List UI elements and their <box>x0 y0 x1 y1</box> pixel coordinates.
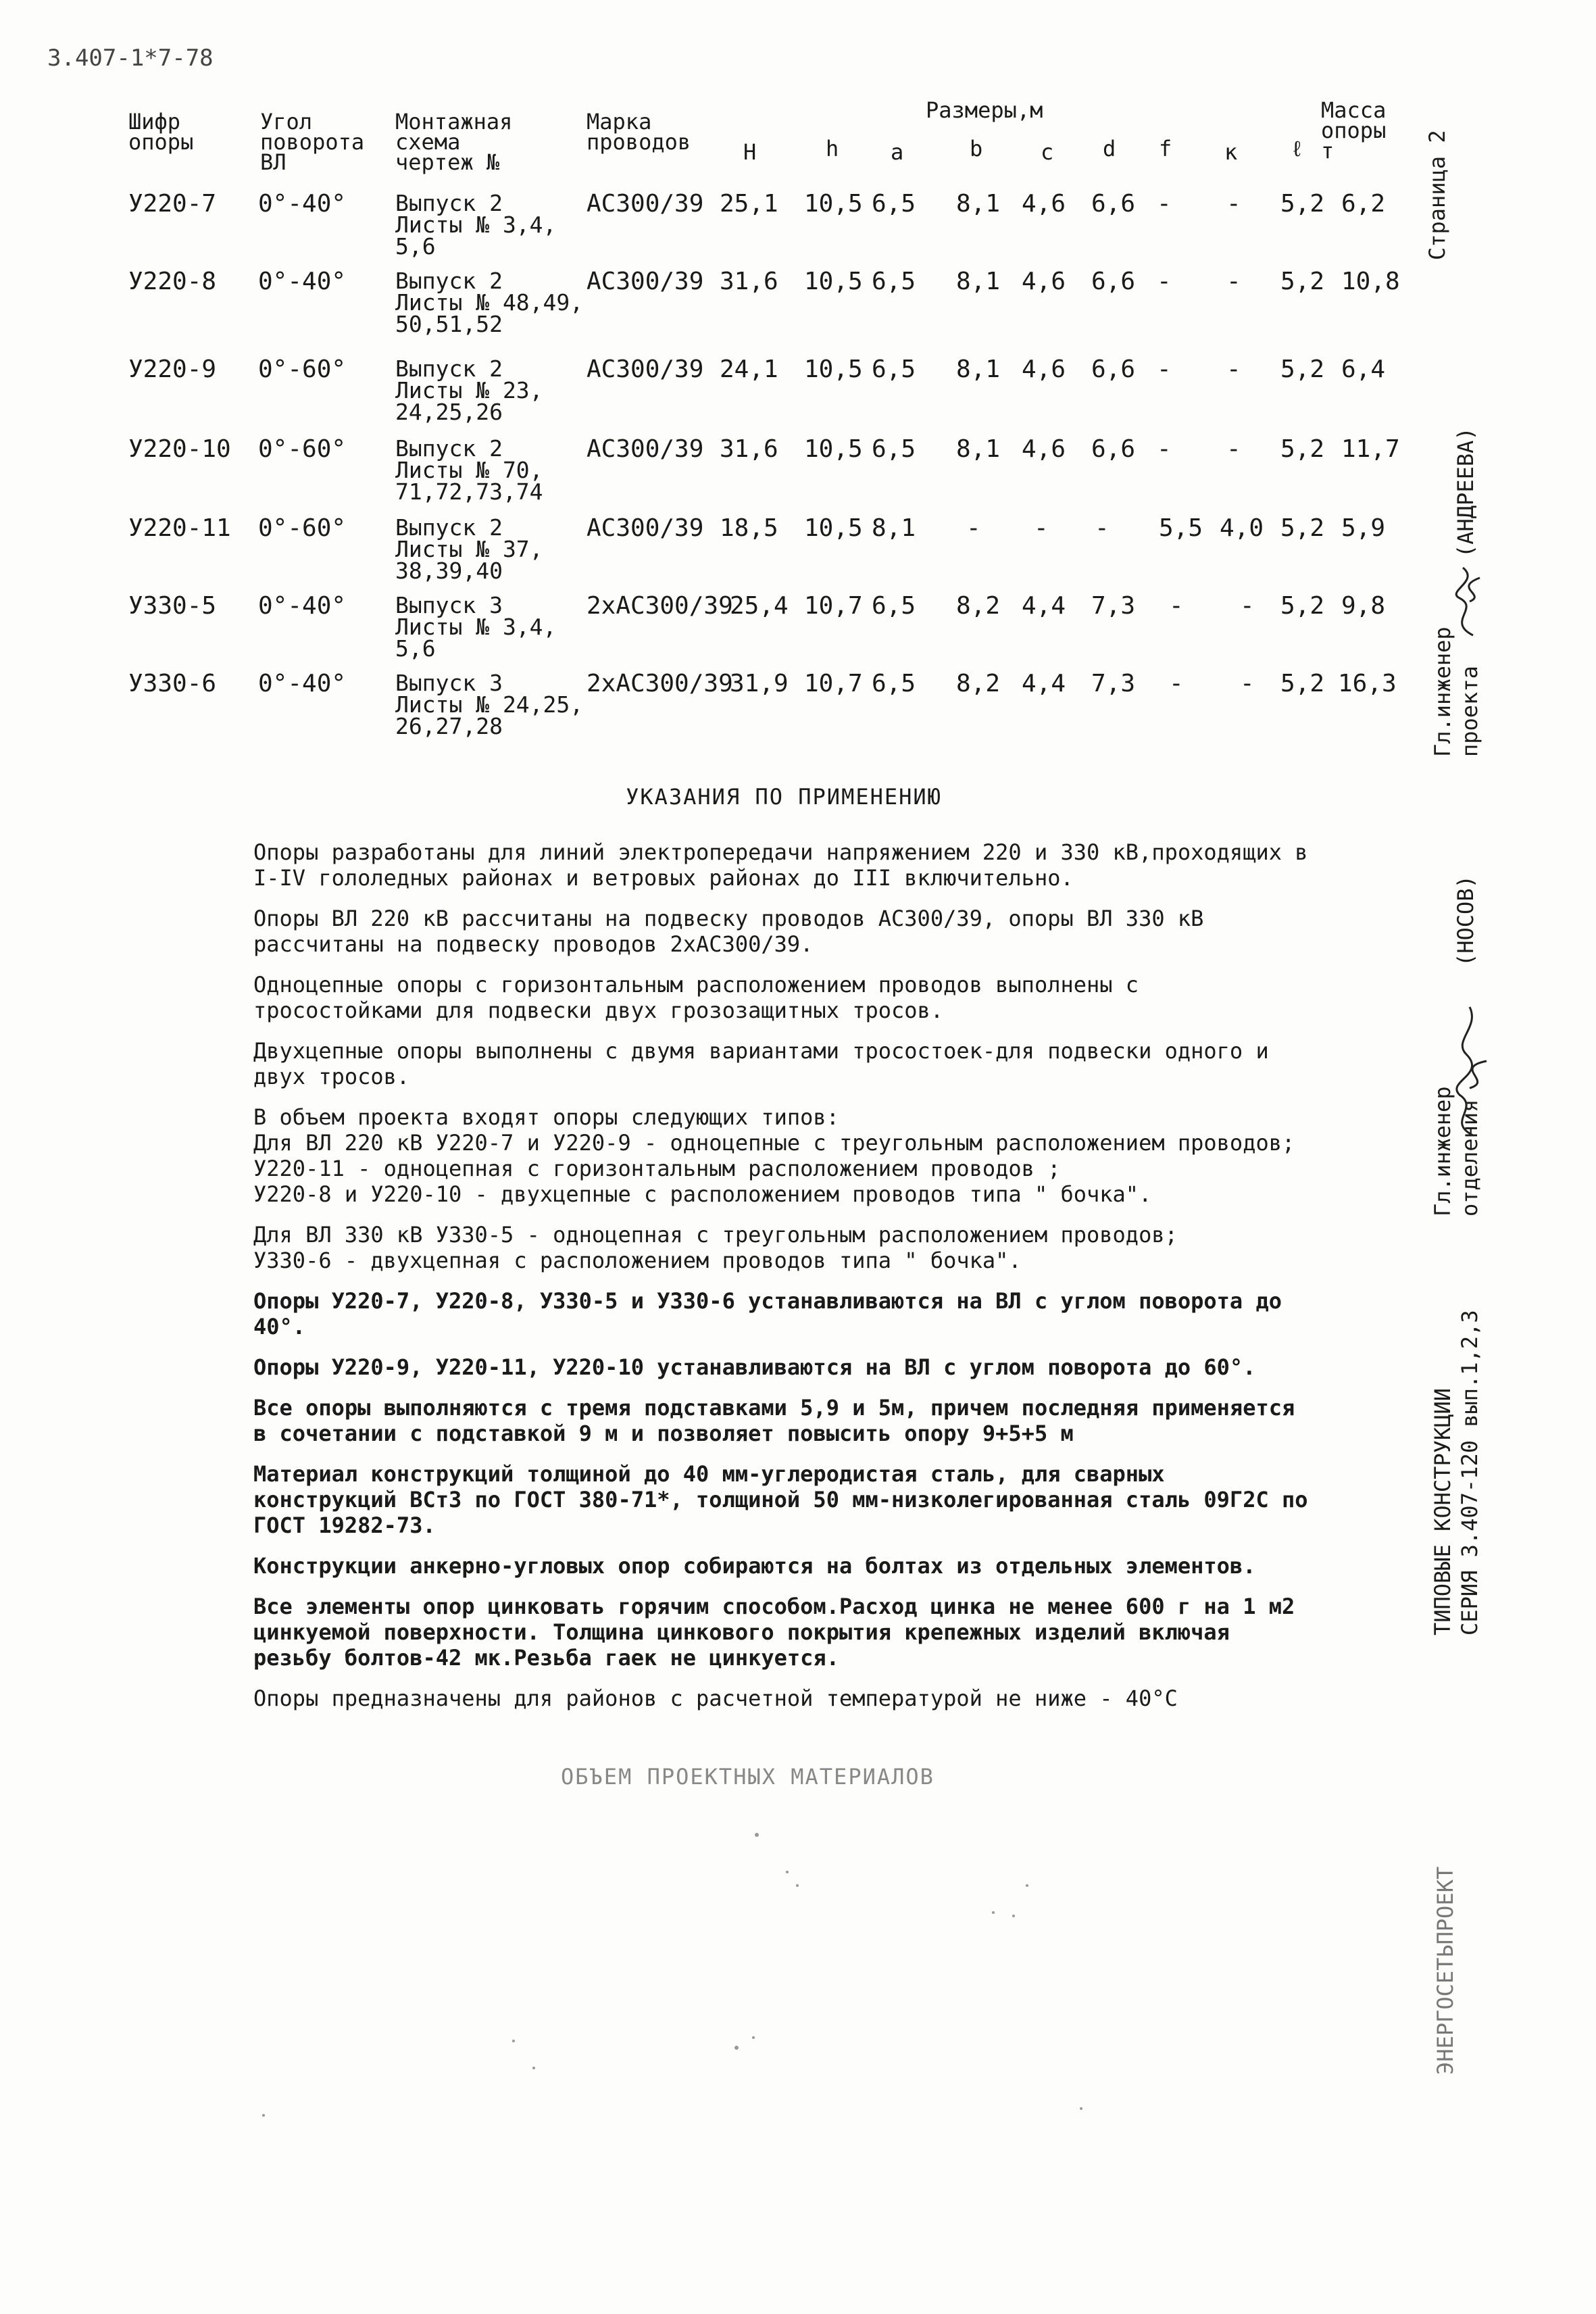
cell-wire: АС300/39 <box>587 268 704 295</box>
table-row <box>0 514 1596 598</box>
cell-H: 31,6 <box>720 268 778 295</box>
note-paragraph: В объем проекта входят опоры следующих типов: Для ВЛ 220 кВ У220-7 и У220-9 - одноцепные с треугольным расположением проводов; У220-11 - одноцепная с горизонтальным расположением проводов ; У220-8 и У220-10 - двухцепные с расположением проводов типа " бочка". <box>253 1104 1295 1207</box>
cell-scheme: Выпуск 2 Листы № 48,49, 50,51,52 <box>395 268 584 337</box>
table-row <box>0 672 1596 754</box>
cell-d: 6,6 <box>1091 355 1136 383</box>
cell-f: - <box>1157 435 1172 463</box>
cell-d: 7,3 <box>1091 592 1136 620</box>
cell-b: 8,2 <box>956 592 1001 620</box>
cell-b: - <box>966 514 981 542</box>
cell-k: - <box>1226 435 1241 463</box>
cell-d: 6,6 <box>1091 435 1136 463</box>
header-dim-d: d <box>1103 136 1116 162</box>
supports-table <box>0 0 1596 770</box>
cell-wire: АС300/39 <box>587 514 704 542</box>
cell-mass: 10,8 <box>1341 268 1400 295</box>
header-angle: Угол поворота ВЛ <box>260 109 365 175</box>
header-code: Шифр опоры <box>128 109 194 155</box>
cell-d: 6,6 <box>1091 190 1136 218</box>
note-paragraph: Все опоры выполняются с тремя подставками 5,9 и 5м, причем последняя применяется в сочетании с подставкой 9 м и позволяет повысить опору 9+5+5 м <box>253 1395 1295 1446</box>
cell-a: 6,5 <box>872 355 916 383</box>
header-dim-k: к <box>1224 139 1238 165</box>
cell-H: 25,1 <box>720 190 778 218</box>
cell-angle: 0°-60° <box>258 514 347 542</box>
cell-mass: 6,4 <box>1341 355 1386 383</box>
cell-wire: 2хАС300/39 <box>587 670 733 697</box>
page-label: Страница 2 <box>1424 130 1450 260</box>
header-dim-a: a <box>891 139 904 165</box>
chief-engineer-project-label: Гл.инженер проекта <box>1430 626 1482 757</box>
cell-angle: 0°-40° <box>258 592 347 620</box>
header-dim-b: b <box>970 136 983 162</box>
cell-scheme: Выпуск 3 Листы № 3,4, 5,6 <box>395 592 557 662</box>
note-paragraph: Материал конструкций толщиной до 40 мм-углеродистая сталь, для сварных конструкций ВСт3 по ГОСТ 380-71*, толщиной 50 мм-низколегированная сталь 09Г2С по ГОСТ 19282-73. <box>253 1461 1308 1538</box>
cell-k: - <box>1226 190 1241 218</box>
cell-l: 5,2 <box>1280 514 1325 542</box>
cell-code: У330-6 <box>128 670 217 697</box>
document-number: 3.407-1*7-78 <box>47 45 214 72</box>
note-paragraph: Конструкции анкерно-угловых опор собираются на болтах из отдельных элементов. <box>253 1553 1256 1579</box>
cell-mass: 5,9 <box>1341 514 1386 542</box>
cell-f: - <box>1169 670 1184 697</box>
cell-a: 8,1 <box>872 514 916 542</box>
cell-mass: 16,3 <box>1338 670 1397 697</box>
cell-H: 24,1 <box>720 355 778 383</box>
header-mass: Масса опоры т <box>1321 97 1387 164</box>
header-dimensions: Размеры,м <box>926 97 1043 123</box>
cell-a: 6,5 <box>872 190 916 218</box>
header-dim-f: f <box>1159 136 1172 162</box>
cell-a: 6,5 <box>872 670 916 697</box>
cell-b: 8,2 <box>956 670 1001 697</box>
note-paragraph: Опоры У220-9, У220-11, У220-10 устанавливаются на ВЛ с углом поворота до 60°. <box>253 1354 1256 1380</box>
chief-engineer-dept-name: (НОСОВ) <box>1453 875 1478 966</box>
header-wire: Марка проводов <box>587 109 691 155</box>
cell-c: 4,6 <box>1022 190 1066 218</box>
cell-wire: АС300/39 <box>587 190 704 218</box>
cell-b: 8,1 <box>956 190 1001 218</box>
cell-b: 8,1 <box>956 268 1001 295</box>
cell-k: - <box>1240 592 1255 620</box>
cell-c: 4,6 <box>1022 268 1066 295</box>
cell-wire: АС300/39 <box>587 355 704 383</box>
cell-code: У220-11 <box>128 514 231 542</box>
chief-engineer-project-name: (АНДРЕЕВА) <box>1453 427 1478 558</box>
header-dim-l: ℓ <box>1291 136 1304 162</box>
cell-k: - <box>1240 670 1255 697</box>
header-dim-H: H <box>743 139 757 165</box>
cell-d: 6,6 <box>1091 268 1136 295</box>
note-paragraph: Двухцепные опоры выполнены с двумя вариантами тросостоек-для подвески одного и двух тросов. <box>253 1038 1269 1089</box>
cell-mass: 6,2 <box>1341 190 1386 218</box>
cell-mass: 11,7 <box>1341 435 1400 463</box>
cell-angle: 0°-60° <box>258 435 347 463</box>
cell-f: - <box>1157 190 1172 218</box>
cell-c: - <box>1034 514 1049 542</box>
header-dim-c: c <box>1041 139 1054 165</box>
cell-f: 5,5 <box>1159 514 1203 542</box>
cell-angle: 0°-60° <box>258 355 347 383</box>
header-dim-h: h <box>826 136 839 162</box>
cell-l: 5,2 <box>1280 268 1325 295</box>
cell-b: 8,1 <box>956 355 1001 383</box>
cell-l: 5,2 <box>1280 190 1325 218</box>
cell-code: У220-10 <box>128 435 231 463</box>
cell-angle: 0°-40° <box>258 190 347 218</box>
cell-scheme: Выпуск 2 Листы № 37, 38,39,40 <box>395 514 543 584</box>
cell-angle: 0°-40° <box>258 268 347 295</box>
cell-code: У220-9 <box>128 355 217 383</box>
cell-H: 18,5 <box>720 514 778 542</box>
cell-h: 10,5 <box>804 268 863 295</box>
chief-engineer-dept-label: Гл.инженер отделения <box>1430 1086 1482 1216</box>
cell-scheme: Выпуск 2 Листы № 3,4, 5,6 <box>395 190 557 260</box>
cell-scheme: Выпуск 2 Листы № 23, 24,25,26 <box>395 355 543 425</box>
cell-code: У220-8 <box>128 268 217 295</box>
note-paragraph: Одноцепные опоры с горизонтальным расположением проводов выполнены с тросостойками для подвески двух грозозащитных тросов. <box>253 972 1139 1023</box>
cell-k: - <box>1226 355 1241 383</box>
cell-H: 31,6 <box>720 435 778 463</box>
cell-wire: АС300/39 <box>587 435 704 463</box>
cell-H: 31,9 <box>730 670 789 697</box>
cell-k: - <box>1226 268 1241 295</box>
cell-scheme: Выпуск 2 Листы № 70, 71,72,73,74 <box>395 435 543 505</box>
cell-k: 4,0 <box>1220 514 1264 542</box>
note-paragraph: Опоры разработаны для линий электропередачи напряжением 220 и 330 кВ,проходящих в I-IV гололедных районах и ветровых районах до III включительно. <box>253 839 1308 891</box>
cell-h: 10,7 <box>804 592 863 620</box>
cell-d: - <box>1095 514 1109 542</box>
cell-a: 6,5 <box>872 435 916 463</box>
note-paragraph: Опоры ВЛ 220 кВ рассчитаны на подвеску проводов АС300/39, опоры ВЛ 330 кВ рассчитаны на подвеску проводов 2хАС300/39. <box>253 906 1204 957</box>
signature-nosov <box>1439 993 1500 1142</box>
cell-a: 6,5 <box>872 268 916 295</box>
note-paragraph: Опоры предназначены для районов с расчетной температурой не ниже - 40°С <box>253 1685 1178 1711</box>
cell-h: 10,5 <box>804 355 863 383</box>
cell-f: - <box>1169 592 1184 620</box>
cell-h: 10,5 <box>804 435 863 463</box>
organization-stamp: ЭНЕРГОСЕТЬПРОЕКТ <box>1432 1866 1458 2075</box>
cell-b: 8,1 <box>956 435 1001 463</box>
cell-code: У220-7 <box>128 190 217 218</box>
note-paragraph: Для ВЛ 330 кВ У330-5 - одноцепная с треугольным расположением проводов; У330-6 - двухцепная с расположением проводов типа " бочка". <box>253 1222 1178 1273</box>
materials-section-title: ОБЪЕМ ПРОЕКТНЫХ МАТЕРИАЛОВ <box>561 1764 934 1790</box>
table-row <box>0 355 1596 439</box>
table-row <box>0 270 1596 351</box>
note-paragraph: Опоры У220-7, У220-8, У330-5 и У330-6 устанавливаются на ВЛ с углом поворота до 40°. <box>253 1288 1282 1339</box>
cell-d: 7,3 <box>1091 670 1136 697</box>
cell-angle: 0°-40° <box>258 670 347 697</box>
series-title: ТИПОВЫЕ КОНСТРУКЦИИ СЕРИЯ 3.407-120 вып.1,2,3 <box>1430 1310 1482 1635</box>
cell-c: 4,4 <box>1022 592 1066 620</box>
cell-h: 10,5 <box>804 190 863 218</box>
cell-c: 4,4 <box>1022 670 1066 697</box>
cell-l: 5,2 <box>1280 670 1325 697</box>
cell-scheme: Выпуск 3 Листы № 24,25, 26,27,28 <box>395 670 584 739</box>
cell-wire: 2хАС300/39 <box>587 592 733 620</box>
cell-code: У330-5 <box>128 592 217 620</box>
cell-a: 6,5 <box>872 592 916 620</box>
table-row <box>0 190 1596 274</box>
note-paragraph: Все элементы опор цинковать горячим способом.Расход цинка не менее 600 г на 1 м2 цинкуемой поверхности. Толщина цинкового покрытия крепежных изделий включая резьбу болтов-42 мк.Резьба гаек не цинкуется. <box>253 1594 1295 1671</box>
header-scheme: Монтажная схема чертеж № <box>395 109 513 175</box>
cell-c: 4,6 <box>1022 355 1066 383</box>
cell-H: 25,4 <box>730 592 789 620</box>
cell-mass: 9,8 <box>1341 592 1386 620</box>
signature-andreeva <box>1432 561 1493 642</box>
cell-h: 10,5 <box>804 514 863 542</box>
cell-f: - <box>1157 355 1172 383</box>
cell-c: 4,6 <box>1022 435 1066 463</box>
cell-h: 10,7 <box>804 670 863 697</box>
table-row <box>0 592 1596 676</box>
table-row <box>0 435 1596 519</box>
cell-l: 5,2 <box>1280 435 1325 463</box>
cell-f: - <box>1157 268 1172 295</box>
cell-l: 5,2 <box>1280 592 1325 620</box>
application-notes <box>253 784 1314 1726</box>
notes-title: УКАЗАНИЯ ПО ПРИМЕНЕНИЮ <box>626 784 942 810</box>
cell-l: 5,2 <box>1280 355 1325 383</box>
